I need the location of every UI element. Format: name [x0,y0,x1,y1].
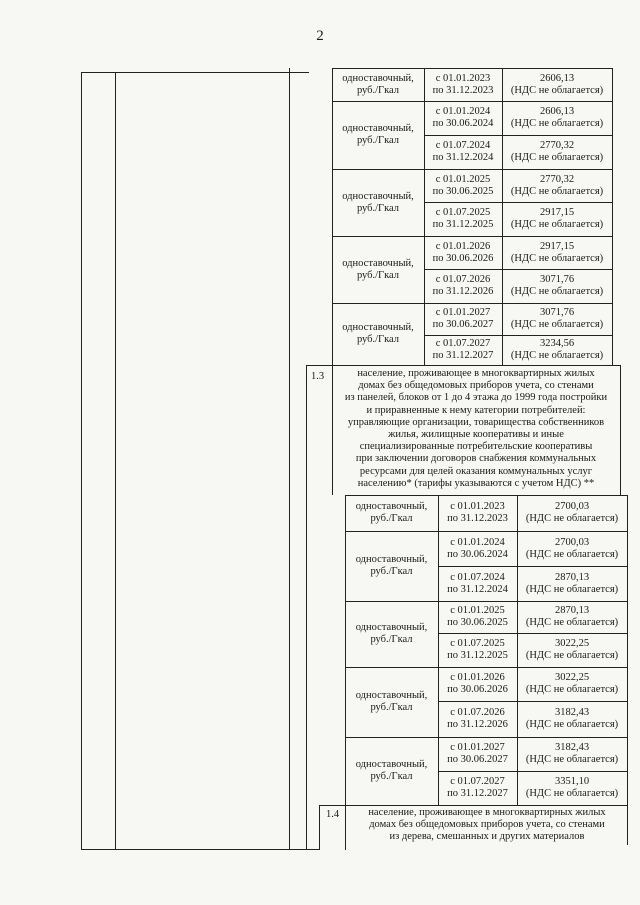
tariff-type: одноставочный, [342,322,414,333]
description-line: население, проживающее в многоквартирных жилых [357,368,595,379]
period-to: по 30.06.2027 [432,319,494,330]
col-border [345,601,346,667]
vat-note: (НДС не облагается) [510,84,604,96]
col-border [345,805,346,850]
tariff-value: 3071,76 [539,307,575,318]
col-border [332,169,333,236]
tariff-value: 3022,25 [554,638,590,649]
tariff-unit: руб./Гкал [356,135,400,146]
col-border [627,667,628,737]
value-cell [503,202,611,236]
tariff-value: 3351,10 [554,776,590,787]
tariff-value: 2870,13 [554,571,590,583]
description-line: и приравненные к нему категории потребителей: [366,404,586,416]
period-to: по 31.12.2023 [432,84,494,96]
vat-note: (НДС не облагается) [510,185,604,197]
col-border [627,531,628,601]
period-to: по 30.06.2026 [447,684,508,695]
col-border [627,805,628,845]
tariff-unit: руб./Гкал [370,566,413,577]
value-cell [503,101,611,135]
value-cell [503,335,611,365]
description-line: ресурсами для целей оказания коммунальных услуг [359,465,593,477]
tariff-type: одноставочный, [355,759,428,770]
period-cell [439,566,516,601]
period-cell [439,633,516,667]
row-border [319,805,627,806]
vat-note: (НДС не облагается) [525,548,619,560]
period-to: по 30.06.2027 [447,754,508,765]
col-border [332,68,333,101]
col-border [627,737,628,805]
tariff-type: одноставочный, [355,622,428,633]
col-border [612,169,613,236]
description-line: жилья, жилищные кооперативы и иные [388,429,564,441]
period-from: с 01.07.2025 [450,638,505,649]
table-col2-border [289,68,290,850]
col-border [332,303,333,365]
period-cell [425,335,501,365]
vat-note: (НДС не облагается) [525,719,619,730]
value-cell [518,701,626,737]
value-cell [503,135,611,169]
tariff-value: 2606,13 [539,106,575,117]
tariff-value: 3234,56 [539,338,575,349]
value-cell [518,771,626,805]
tariff-unit: руб./Гкал [370,513,413,524]
section-description [348,807,626,844]
tariff-type: одноставочный, [342,190,414,202]
tariff-type: одноставочный, [355,690,428,701]
vat-note: (НДС не облагается) [510,118,604,129]
tariff-value: 2700,03 [554,536,590,548]
period-from: с 01.01.2026 [435,240,491,252]
period-to: по 31.12.2026 [447,719,508,730]
period-to: по 30.06.2025 [432,185,494,197]
period-from: с 01.07.2025 [435,207,491,218]
period-from: с 01.01.2025 [435,173,491,185]
tariff-type: одноставочный, [342,72,414,84]
period-to: по 31.12.2026 [432,286,494,297]
description-line: управляющие организации, товарищества собственников [347,416,605,428]
period-cell [439,531,516,566]
tariff-value: 2917,15 [539,207,575,218]
tariff-type-cell [334,101,422,169]
tariff-type: одноставочный, [355,554,428,565]
value-cell [503,236,611,269]
tariff-unit: руб./Гкал [370,634,413,645]
period-from: с 01.01.2023 [450,501,505,512]
period-from: с 01.01.2024 [435,106,491,117]
section-description [334,368,618,490]
value-cell [503,169,611,202]
col-border [319,805,320,850]
col-border [332,236,333,303]
period-cell [425,303,501,335]
page-number: 2 [316,28,324,44]
tariff-value: 2700,03 [554,501,590,512]
col-border [612,236,613,303]
period-cell [425,236,501,269]
tariff-value: 3182,43 [554,742,590,753]
tariff-value: 2770,32 [539,173,575,185]
tariff-value: 3071,76 [539,274,575,285]
tariff-value: 3182,43 [554,707,590,718]
tariff-value: 2770,32 [539,140,575,151]
description-line: из дерева, смешанных и других материалов [389,831,585,843]
vat-note: (НДС не облагается) [510,219,604,230]
description-line: домах без общедомовых приборов учета, со стенами [358,380,594,392]
section-number: 1.3 [311,371,325,382]
period-cell [439,737,516,771]
period-from: с 01.07.2024 [450,571,505,583]
col-border [345,495,346,531]
value-cell [518,566,626,601]
value-cell [518,667,626,701]
period-cell [439,667,516,701]
col-border [612,101,613,169]
col-border [332,365,333,495]
vat-note: (НДС не облагается) [525,513,619,524]
tariff-type-cell [347,601,436,667]
period-cell [425,169,501,202]
value-cell [518,495,626,531]
col-border [612,303,613,365]
vat-note: (НДС не облагается) [525,617,619,628]
description-line: население, проживающее в многоквартирных жилых [368,807,606,818]
vat-note: (НДС не облагается) [525,583,619,595]
period-from: с 01.07.2027 [435,338,491,349]
period-to: по 30.06.2025 [447,617,508,628]
vat-note: (НДС не облагается) [525,788,619,799]
tariff-type: одноставочный, [355,501,428,512]
tariff-unit: руб./Гкал [356,84,400,96]
tariff-type-cell [334,303,422,365]
section-number: 1.4 [326,809,340,820]
value-cell [503,303,611,335]
value-cell [518,601,626,633]
tariff-unit: руб./Гкал [356,202,400,214]
period-to: по 31.12.2025 [432,219,494,230]
period-cell [439,601,516,633]
vat-note: (НДС не облагается) [510,152,604,163]
period-from: с 01.01.2025 [450,605,505,616]
tariff-type-cell [334,68,422,101]
value-cell [518,531,626,566]
period-to: по 31.12.2027 [432,350,494,361]
period-to: по 31.12.2027 [447,788,508,799]
col-border [612,68,613,101]
tariff-type-cell [334,169,422,236]
value-cell [518,633,626,667]
period-to: по 31.12.2024 [432,152,494,163]
period-cell [425,101,501,135]
vat-note: (НДС не облагается) [510,350,604,361]
tariff-type: одноставочный, [342,257,414,269]
table-col1-border [115,72,116,850]
period-cell [439,495,516,531]
col-border [627,495,628,531]
period-to: по 31.12.2023 [447,513,508,524]
value-cell [518,737,626,771]
period-from: с 01.07.2026 [435,274,491,285]
value-cell [503,68,611,101]
row-border [306,365,620,366]
period-cell [439,701,516,737]
period-from: с 01.01.2027 [435,307,491,318]
col-border [306,365,307,850]
tariff-type-cell [347,667,436,737]
col-border [345,737,346,805]
col-border [627,601,628,667]
description-line: специализированные потребительские кооперативы [359,441,593,453]
tariff-type-cell [347,737,436,805]
period-to: по 30.06.2024 [447,548,508,560]
period-from: с 01.01.2027 [450,742,505,753]
table-top-border [81,72,309,73]
tariff-unit: руб./Гкал [370,702,413,713]
period-from: с 01.07.2027 [450,776,505,787]
tariff-unit: руб./Гкал [370,771,413,782]
period-from: с 01.07.2024 [435,140,491,151]
period-cell [425,269,501,303]
tariff-type-cell [334,236,422,303]
period-cell [439,771,516,805]
description-line: населению* (тарифы указываются с учетом НДС) ** [357,477,595,489]
tariff-value: 2870,13 [554,605,590,616]
table-bottom-border [81,849,319,850]
tariff-value: 2606,13 [539,72,575,84]
vat-note: (НДС не облагается) [510,286,604,297]
vat-note: (НДС не облагается) [525,650,619,661]
description-line: из панелей, блоков от 1 до 4 этажа до 1999 года постройки [344,392,608,404]
vat-note: (НДС не облагается) [510,252,604,264]
period-from: с 01.01.2023 [435,72,491,84]
description-line: домах без общедомовых приборов учета, со стенами [369,819,605,831]
col-border [620,365,621,495]
period-to: по 30.06.2024 [432,118,494,129]
period-cell [425,202,501,236]
tariff-value: 2917,15 [539,240,575,252]
tariff-unit: руб./Гкал [356,334,400,345]
period-cell [425,68,501,101]
description-line: при заключении договоров снабжения коммунальных [355,453,597,465]
period-to: по 31.12.2024 [447,583,508,595]
period-from: с 01.01.2026 [450,672,505,683]
tariff-unit: руб./Гкал [356,269,400,281]
period-to: по 31.12.2025 [447,650,508,661]
period-from: с 01.01.2024 [450,536,505,548]
col-border [345,667,346,737]
period-cell [425,135,501,169]
value-cell [503,269,611,303]
period-from: с 01.07.2026 [450,707,505,718]
table-left-border [81,72,82,850]
tariff-type-cell [347,531,436,601]
col-border [332,101,333,169]
tariff-type: одноставочный, [342,123,414,134]
vat-note: (НДС не облагается) [525,684,619,695]
vat-note: (НДС не облагается) [510,319,604,330]
col-border [345,531,346,601]
vat-note: (НДС не облагается) [525,754,619,765]
period-to: по 30.06.2026 [432,252,494,264]
tariff-type-cell [347,495,436,531]
tariff-value: 3022,25 [554,672,590,683]
